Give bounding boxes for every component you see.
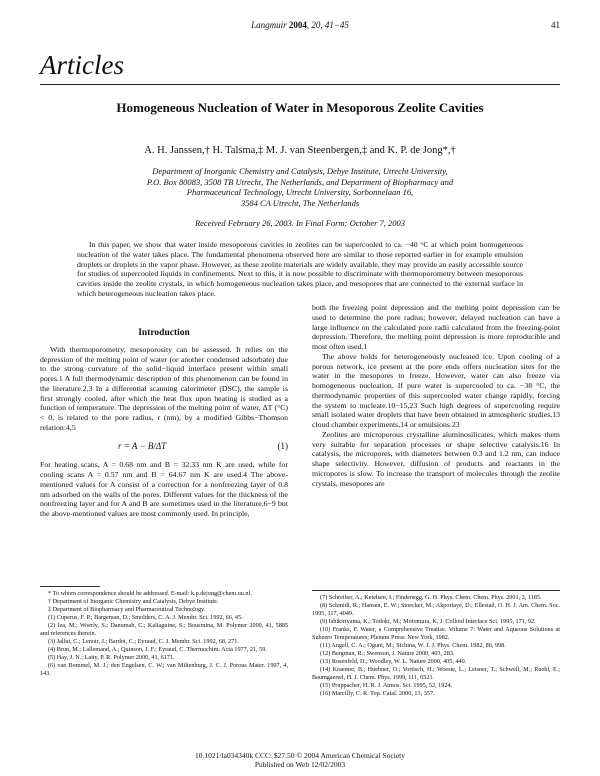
body-paragraph: With thermoporometry, mesoporosity can be assessed. It relies on the depression of the melting point of water (or another condensed adsorbate) due to the strong curvature of the solid−liquid interface present within small pores.1 A full thermodynamic description of this phenomenon can be found in the literature.2,3 In a differential scanning calorimeter (DSC), the sample is first strongly cooled, after which the heat flux upon heating is studied as a function of temperature. The depression of the melting point of water, ΔT (°C) < 0, is related to the pore radius, r (nm), by a modified Gibbs−Thomson relation:4,5: [40, 344, 288, 432]
page-number: 41: [551, 20, 560, 30]
reference: (8) Schmidt, R.; Hansen, E. W.; Stoecker, M.; Akporiaye, D.; Ellestad, O. H. J. Am. Chem. Soc. 1995, 117, 4049.: [312, 602, 560, 617]
affiliation-line: 3584 CA Utrecht, The Netherlands: [240, 197, 360, 208]
section-heading-introduction: Introduction: [138, 328, 190, 338]
footnote-rule: [40, 586, 100, 587]
reference: (2) Iza, M.; Woerly, S.; Danumah, C.; Kaliaguine, S.; Bousmina, M. Polymer 2000, 41, 5885 and references therein.: [40, 622, 288, 637]
body-paragraph: Zeolites are microporous crystalline aluminosilicates, which makes them very suitable for separation processes or shape selective catalysis.16 In catalysis, the micropores, with diameters between 0.3 and 1.2 nm, can induce shape selectivity. However, diffusion of products and reactants in the micropores is slow. To increase the transport of molecules through the zeolite crystals, mesopores are: [312, 429, 560, 488]
reference: (11) Angell, C. A.; Oguni, M.; Sichina, W. J. J. Phys. Chem. 1982, 86, 998.: [320, 642, 506, 649]
publication-date: Published on Web 12/02/2003: [254, 760, 346, 769]
reference: (13) Rosenfeld, D.; Woodley, W. L. Nature 2000, 405, 440.: [320, 658, 467, 665]
author-list: A. H. Janssen,† H. Talsma,‡ M. J. van Steenbergen,‡ and K. P. de Jong*,†: [144, 145, 456, 156]
journal-header: [0, 20, 600, 30]
equation-text: r = A − B/ΔT: [118, 440, 167, 451]
reference: (10) Franks, F. Water, a Comprehensive Treatise. Volume 7: Water and Aqueous Solutions at Subzero Temperatures; Plenum Press: New York, 1982.: [312, 626, 560, 641]
equation-1: [40, 442, 288, 452]
left-column: [40, 303, 288, 519]
reference: (12) Bergman, R.; Swenson, J. Nature 2000, 403, 283.: [320, 650, 455, 657]
section-label: Articles: [40, 50, 124, 80]
page-footer: [0, 751, 600, 769]
reference: (16) Marcilly, C. R. Top. Catal. 2000, 13, 357.: [320, 690, 435, 697]
journal-volume-pages: , 20, 41−45: [306, 20, 349, 30]
reference: (14) Kraemer, B.; Huebner, O.; Vortisch, H.; Woeste, L.; Leisner, T.; Schwell, M.; Ruehl, E.; Baumgaertel, H. J. Chem. Phys. 1999, 111, 6521.: [312, 666, 560, 681]
reference: (5) Hay, J. N.; Laity, P. R. Polymer 2000, 41, 6171.: [48, 654, 175, 661]
footnote: † Department of Inorganic Chemistry and Catalysis, Debye Institute.: [48, 598, 219, 605]
reference: (1) Cuperus, F. P.; Bargeman, D.; Smolders, C. A. J. Membr. Sci. 1992, 66, 45.: [48, 614, 243, 621]
header-rule: [40, 84, 560, 85]
received-dates: Received February 26, 2003. In Final Form: October 7, 2003: [194, 218, 406, 228]
journal-year: 2004: [288, 20, 307, 30]
reference: (7) Schreiber, A.; Ketelsen, I.; Findenegg, G. H. Phys. Chem. Chem. Phys. 2001, 3, 1185.: [320, 594, 542, 601]
reference: (15) Pruppacher, H. R. J. Atmos. Sci. 1995, 52, 1924.: [320, 682, 453, 689]
footnotes-left: [40, 586, 288, 678]
reference: (4) Brun, M.; Lallemand, A.; Quinson, J. F.; Eyraud, C. Thermochim. Acta 1977, 21, 59.: [48, 646, 267, 653]
affiliation: [60, 166, 540, 208]
doi-copyright: 10.1021/la034340k CCC: $27.50 © 2004 American Chemical Society: [194, 751, 406, 760]
affiliation-line: Department of Inorganic Chemistry and Catalysis, Debye Institute, Utrecht University,: [152, 166, 448, 176]
article-title: Homogeneous Nucleation of Water in Mesoporous Zeolite Cavities: [116, 100, 484, 115]
body-paragraph: For heating scans, A = 0.68 nm and B = 32.33 nm K are used, while for cooling scans A = 0.57 nm and B = 64.67 nm K are used.4 The above-mentioned values for A consist of a correction for a nonfreezing layer of 0.8 nm adsorbed on the walls of the pores. Different values for the thickness of the nonfreezing layer and for A and B are sometimes used in the literature,6−9 but the above-mentioned values are most commonly used. In principle,: [40, 460, 288, 518]
journal-name: Langmuir: [251, 20, 289, 30]
footnotes-right: [312, 590, 560, 698]
reference: (3) Jallut, C.; Lenoir, J.; Bardot, C.; Eyraud, C. J. Membr. Sci. 1992, 68, 271.: [48, 638, 239, 645]
body-paragraph: The above holds for heterogeneously nucleated ice. Upon cooling of a porous network, ice present at the pore ends offers nucleation sites for the water in the mesopores to freeze. However, water can also freeze via homogeneous nucleation. If pure water is supercooled to ca. −38 °C, the thermodynamic properties of this supercooled water change rapidly, forcing the system to nucleate.10−15,23 Such high degrees of supercooling require small isolated water droplets that have been obtained in atmospheric studies,13 cloud chamber experiments,14 or emulsions.23: [312, 351, 560, 429]
equation-number: (1): [277, 440, 288, 451]
abstract: In this paper, we show that water inside mesoporous cavities in zeolites can be supercooled to ca. −40 °C at which point homogeneous nucleation of the water takes place. The fundamental phenomena observed here are similar to those reported earlier in for example emulsion droplets or droplets in the vapor phase. However, as these zeolite materials are widely available, they may provide an easily accessible source for studies of supercooled liquids in confinements. Next to this, it is now possible to discriminate with thermoporometry between mesoporous cavities inside the zeolite crystals, in which homogeneous nucleation takes place, and mesopores that are connected to the external surface in which heterogeneous nucleation takes place.: [77, 240, 523, 298]
footnote: ‡ Department of Biopharmacy and Pharmaceutical Technology.: [48, 606, 206, 613]
right-column: [312, 303, 560, 488]
affiliation-line: P.O. Box 80083, 3508 TB Utrecht, The Netherlands, and Department of Biopharmacy and: [146, 176, 454, 187]
reference: (6) van Bommel, M. J.; den Engelsen, C. W.; van Miltenburg, J. C. J. Porous Mater. 1997, 4, 143.: [40, 662, 288, 677]
affiliation-line: Pharmaceutical Technology, Utrecht University, Sorbonnelaan 16,: [186, 187, 414, 197]
footnote: * To whom correspondence should be addressed. E-mail: k.p.dejong@chem.uu.nl.: [48, 590, 252, 597]
reference: (9) Ishikiriyama, K.; Todoki, M.; Motomura, K. J. Colloid Interface Sci. 1995, 171, 92.: [320, 618, 536, 625]
body-paragraph: both the freezing point depression and the melting point depression can be used to determine the pore radius; however, delayed nucleation can have a large influence on the calculated pore radii calculated from the freezing-point depression. Therefore, the melting point depression is more reproducible and most often used.1: [312, 303, 560, 351]
